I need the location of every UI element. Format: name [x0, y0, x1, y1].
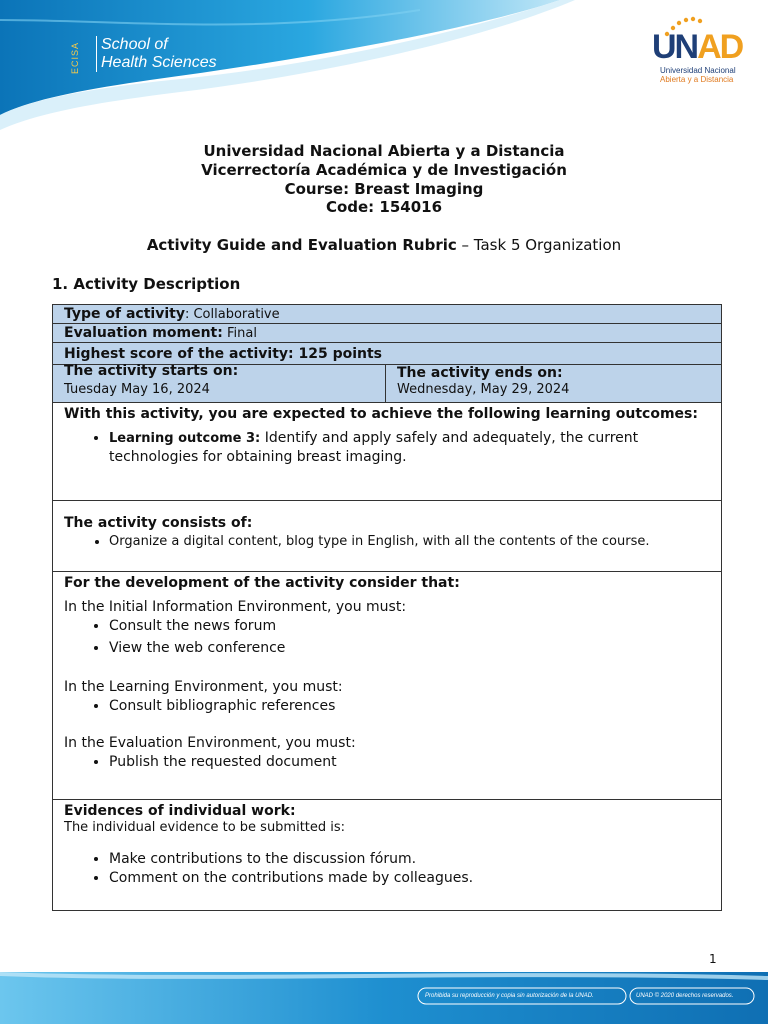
- consists-heading: The activity consists of:: [64, 515, 253, 531]
- end-label: The activity ends on:: [397, 365, 563, 381]
- footer-copyright: UNAD © 2020 derechos reservados.: [636, 993, 734, 999]
- outcomes-row: [53, 403, 721, 501]
- outcome-label: Learning outcome 3:: [109, 431, 261, 446]
- page-number: 1: [709, 952, 717, 966]
- school-name: [96, 36, 217, 72]
- env-eval-list: [64, 753, 710, 772]
- evidence-intro: The individual evidence to be submitted is:: [64, 820, 346, 835]
- moment-value: Final: [222, 326, 257, 341]
- university-name: Universidad Nacional Abierta y a Distancia: [203, 142, 565, 160]
- list-item: • View the web conference: [109, 639, 710, 658]
- outcome-text: Identify and apply safely and adequately, the current technologies for obtaining breast imaging.: [109, 430, 639, 465]
- unad-logo-accent: AD: [697, 28, 743, 66]
- evidence-list: [64, 850, 710, 888]
- env-eval-text: In the Evaluation Environment, you must:: [64, 735, 356, 751]
- guide-title-bold: Activity Guide and Evaluation Rubric: [146, 236, 457, 254]
- evidence-row: [53, 800, 721, 910]
- list-item: • Comment on the contributions made by colleagues.: [109, 869, 710, 888]
- guide-title-rest: – Task 5 Organization: [456, 236, 622, 254]
- evidence-heading: Evidences of individual work:: [64, 803, 296, 819]
- list-item: • Consult the news forum: [109, 617, 710, 636]
- score-row: [53, 343, 721, 365]
- moment-label: Evaluation moment:: [64, 325, 223, 341]
- course-code: Code: 154016: [325, 198, 443, 216]
- list-item: • Make contributions to the discussion fórum.: [109, 850, 710, 869]
- end-value: Wednesday, May 29, 2024: [397, 382, 570, 397]
- start-label: The activity starts on:: [64, 363, 239, 379]
- list-item: [109, 429, 710, 467]
- guide-title: [0, 236, 768, 254]
- unad-sub-line-1: Universidad Nacional: [660, 66, 736, 75]
- school-line-2: Health Sciences: [101, 54, 217, 71]
- outcomes-list: [64, 429, 710, 467]
- activity-table: [52, 304, 722, 911]
- start-cell: [53, 365, 386, 402]
- development-heading: For the development of the activity consider that:: [64, 575, 460, 591]
- development-row: [53, 572, 721, 800]
- unad-logo-main: UN: [652, 28, 698, 66]
- school-line-1: School of: [101, 36, 168, 53]
- env-initial-list: [64, 617, 710, 658]
- consists-row: [53, 501, 721, 572]
- type-row: [53, 305, 721, 324]
- dates-row: [53, 365, 721, 403]
- list-item: • Publish the requested document: [109, 753, 710, 772]
- score-text: Highest score of the activity: 125 points: [64, 346, 383, 362]
- start-value: Tuesday May 16, 2024: [64, 382, 210, 397]
- unad-sub-line-2: Abierta y a Distancia: [660, 75, 734, 84]
- unad-logo-subtitle: [660, 66, 736, 84]
- moment-row: [53, 324, 721, 343]
- list-item: • Organize a digital content, blog type in English, with all the contents of the course.: [109, 532, 710, 551]
- section-title: 1. Activity Description: [52, 275, 241, 293]
- end-cell: [386, 365, 721, 402]
- unad-logo: [652, 28, 742, 67]
- outcomes-heading: With this activity, you are expected to achieve the following learning outcomes:: [64, 406, 698, 422]
- env-initial-text: In the Initial Information Environment, you must:: [64, 599, 407, 615]
- course-name: Course: Breast Imaging: [284, 180, 484, 198]
- vice-rector-name: Vicerrectoría Académica y de Investigación: [201, 161, 567, 179]
- footer-notice: Prohibida su reproducción y copia sin autorización de la UNAD.: [425, 993, 594, 999]
- ecisa-label: ECISA: [70, 41, 80, 74]
- type-label: Type of activity: [64, 306, 185, 322]
- type-value: : Collaborative: [184, 307, 280, 322]
- env-learning-list: [64, 697, 710, 716]
- env-learning-text: In the Learning Environment, you must:: [64, 679, 343, 695]
- list-item: • Consult bibliographic references: [109, 697, 710, 716]
- consists-list: [64, 532, 710, 551]
